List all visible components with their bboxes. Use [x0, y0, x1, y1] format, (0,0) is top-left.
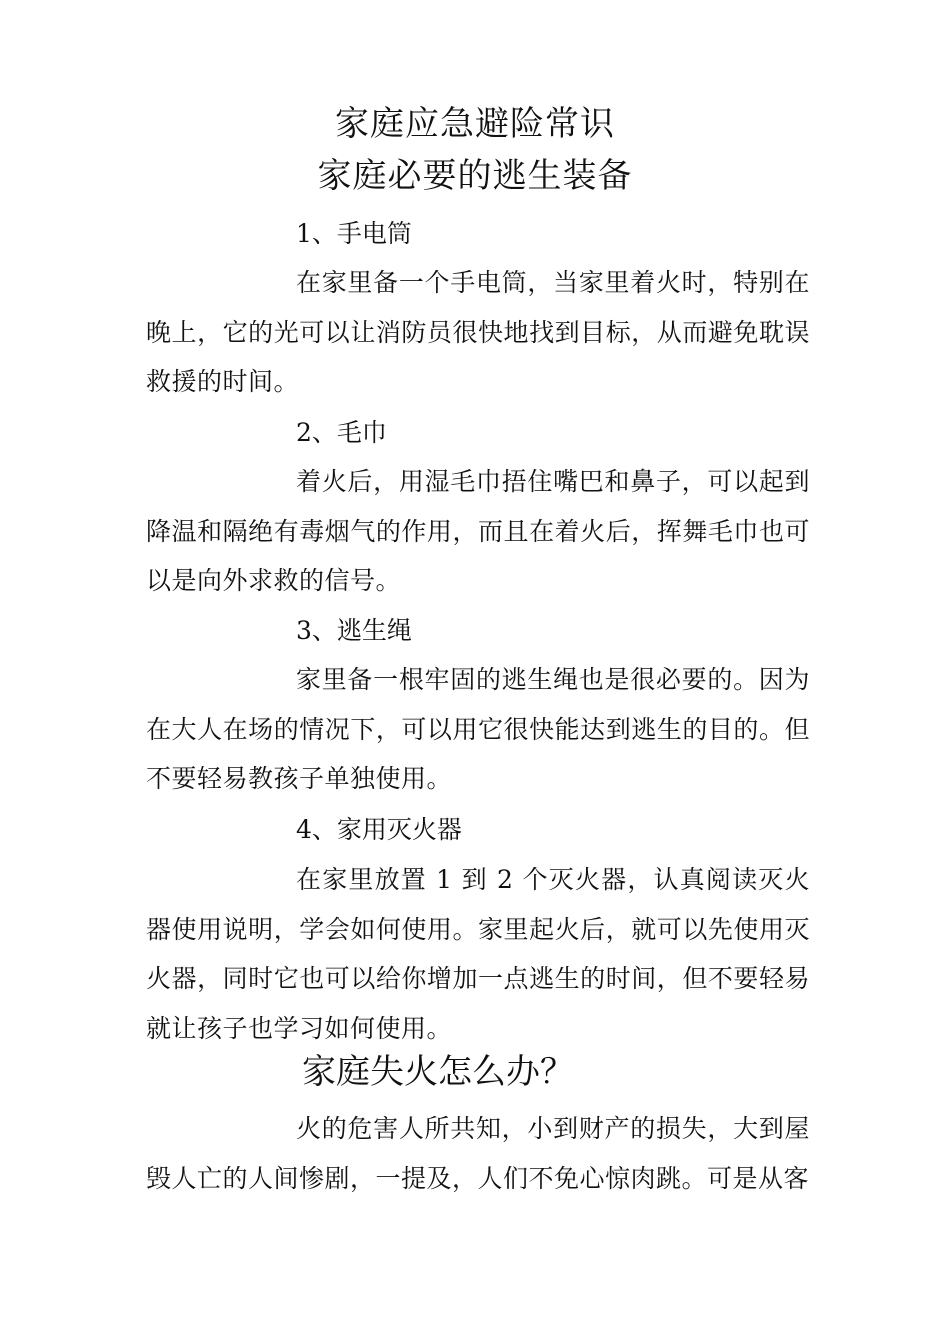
item-body-flashlight: 在家里备一个手电筒，当家里着火时，特别在晚上，它的光可以让消防员很快地找到目标，从而避免耽误救援的时间。 — [146, 268, 810, 396]
document-subtitle: 家庭必要的逃生装备 — [317, 156, 633, 196]
item-body-extinguisher: 在家里放置 1 到 2 个灭火器，认真阅读灭火器使用说明，学会如何使用。家里起火后，就可以先使用灭火器，同时它也可以给你增加一点逃生的时间，但不要轻易就让孩子也学习如何使用。 — [146, 865, 810, 1043]
item-body-escape-rope: 家里备一根牢固的逃生绳也是很必要的。因为在大人在场的情况下，可以用它很快能达到逃生的目的。但不要轻易教孩子单独使用。 — [146, 665, 810, 793]
item-heading-extinguisher: 4、家用灭火器 — [296, 815, 462, 844]
section-heading-house-fire: 家庭失火怎么办？ — [302, 1052, 574, 1092]
item-heading-escape-rope: 3、逃生绳 — [296, 616, 412, 645]
item-heading-flashlight: 1、手电筒 — [296, 219, 412, 248]
document-title: 家庭应急避险常识 — [335, 104, 615, 144]
item-body-towel: 着火后，用湿毛巾捂住嘴巴和鼻子，可以起到降温和隔绝有毒烟气的作用，而且在着火后，挥舞毛巾也可以是向外求救的信号。 — [146, 467, 810, 595]
item-heading-towel: 2、毛巾 — [296, 418, 387, 447]
section-body-house-fire: 火的危害人所共知，小到财产的损失，大到屋毁人亡的人间惨剧，一提及，人们不免心惊肉跳。可是从客 — [146, 1114, 810, 1193]
